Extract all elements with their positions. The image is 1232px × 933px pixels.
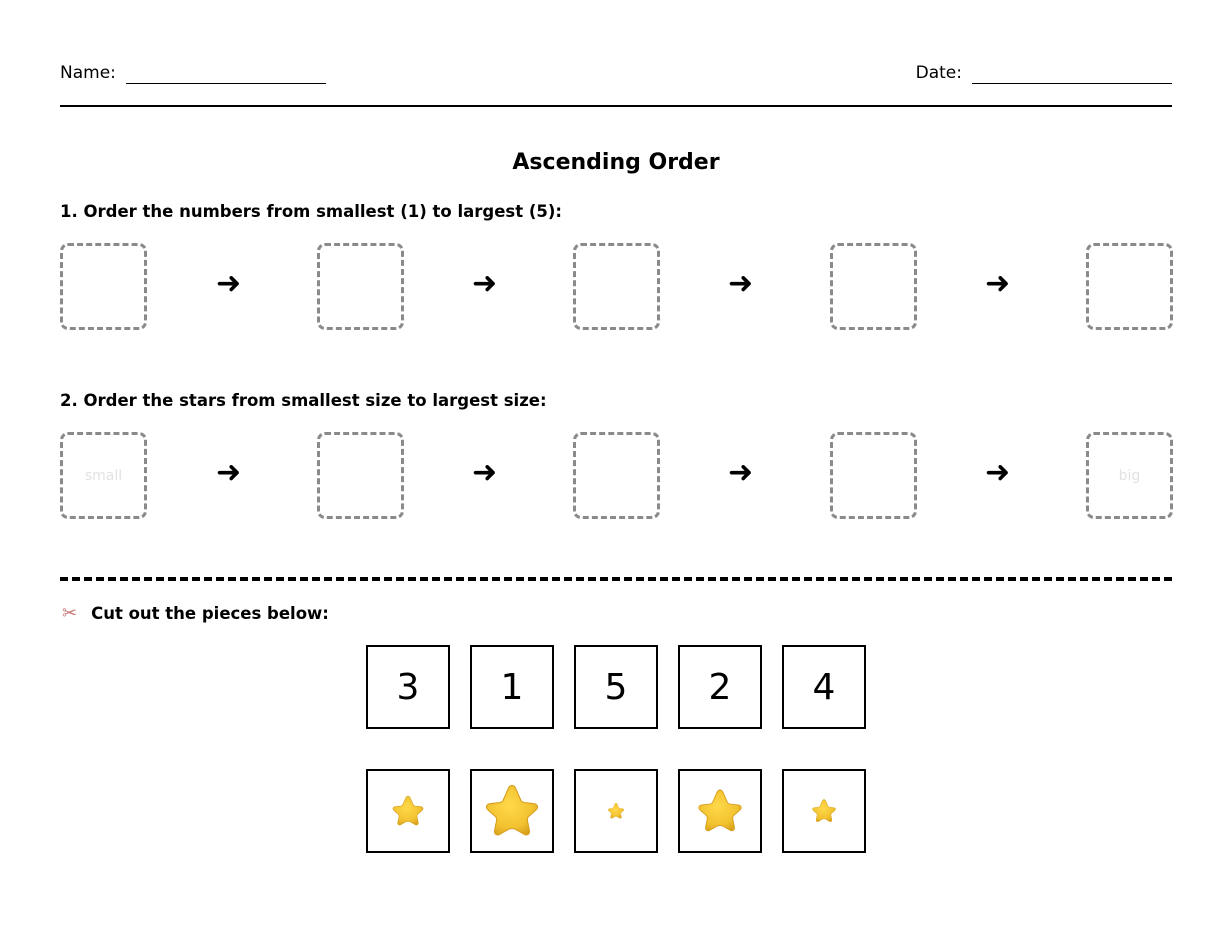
date-input-line[interactable] — [972, 66, 1172, 84]
date-label: Date: — [915, 63, 962, 83]
number-piece[interactable] — [678, 645, 762, 729]
header-divider — [60, 105, 1172, 107]
arrow-right-icon: ➜ — [728, 266, 754, 301]
number-piece[interactable] — [366, 645, 450, 729]
piece-number: 1 — [500, 666, 524, 708]
answer-slot[interactable] — [573, 243, 660, 330]
star-piece[interactable] — [782, 769, 866, 853]
answer-slot[interactable] — [830, 432, 917, 519]
cut-line-divider — [60, 577, 1172, 581]
star-piece[interactable] — [366, 769, 450, 853]
piece-number: 3 — [396, 666, 420, 708]
arrow-right-icon: ➜ — [216, 455, 242, 490]
star-answer-row — [60, 432, 1172, 518]
header-row — [60, 62, 1172, 86]
name-label: Name: — [60, 63, 116, 83]
arrow-right-icon: ➜ — [216, 266, 242, 301]
star-icon — [391, 794, 425, 828]
arrow-right-icon: ➜ — [728, 455, 754, 490]
name-field — [60, 62, 326, 84]
question-1-label: 1. Order the numbers from smallest (1) to largest (5): — [60, 202, 563, 221]
name-input-line[interactable] — [126, 66, 326, 84]
star-icon — [483, 782, 541, 840]
star-icon — [607, 802, 625, 820]
star-piece[interactable] — [470, 769, 554, 853]
cut-label-text: Cut out the pieces below: — [91, 604, 329, 623]
star-piece[interactable] — [678, 769, 762, 853]
answer-slot[interactable] — [830, 243, 917, 330]
arrow-right-icon: ➜ — [472, 266, 498, 301]
star-icon — [696, 787, 744, 835]
arrow-right-icon: ➜ — [985, 266, 1011, 301]
piece-number: 4 — [812, 666, 836, 708]
page-title: Ascending Order — [512, 150, 720, 175]
answer-slot[interactable] — [1086, 243, 1173, 330]
date-field — [916, 62, 1172, 84]
answer-slot[interactable] — [317, 432, 404, 519]
answer-slot[interactable] — [573, 432, 660, 519]
number-piece[interactable] — [470, 645, 554, 729]
answer-slot-big[interactable]: big — [1086, 432, 1173, 519]
answer-slot[interactable] — [60, 243, 147, 330]
star-pieces-row — [366, 769, 866, 853]
question-2-label: 2. Order the stars from smallest size to largest size: — [60, 391, 547, 410]
arrow-right-icon: ➜ — [985, 455, 1011, 490]
arrow-right-icon: ➜ — [472, 455, 498, 490]
answer-slot-small[interactable]: small — [60, 432, 147, 519]
star-icon — [811, 798, 837, 824]
number-piece[interactable] — [574, 645, 658, 729]
scissors-icon: ✂ — [62, 603, 78, 624]
cut-instructions — [62, 603, 329, 624]
star-piece[interactable] — [574, 769, 658, 853]
number-pieces-row — [366, 645, 866, 729]
piece-number: 2 — [708, 666, 732, 708]
piece-number: 5 — [604, 666, 628, 708]
number-answer-row — [60, 243, 1172, 329]
answer-slot[interactable] — [317, 243, 404, 330]
number-piece[interactable] — [782, 645, 866, 729]
